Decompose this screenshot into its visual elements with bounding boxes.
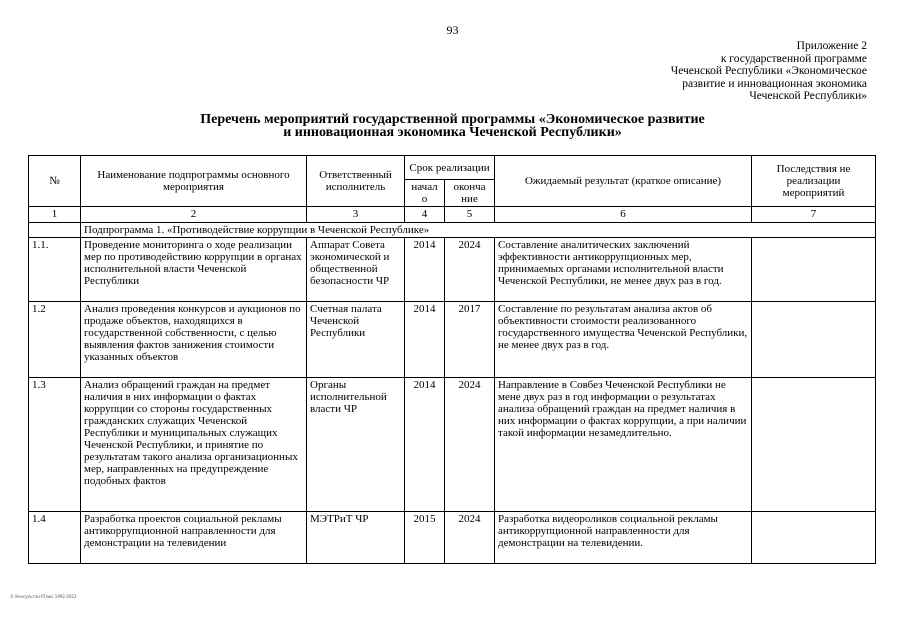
title-line-1: Перечень мероприятий государственной программы «Экономическое развитие: [200, 112, 705, 127]
row-result: Разработка видеороликов социальной рекламы антикоррупционной направленности для демонстрации на телевидении.: [495, 512, 752, 564]
header-responsible: Ответственный исполнитель: [307, 156, 405, 207]
column-number: 3: [307, 207, 405, 223]
row-end: 2024: [445, 512, 495, 564]
row-name: Проведение мониторинга о ходе реализации мер по противодействию коррупции в органах исполнительной власти Чеченской Республики: [81, 238, 307, 302]
row-responsible: МЭТРиТ ЧР: [307, 512, 405, 564]
row-start: 2014: [405, 378, 445, 512]
row-start: 2014: [405, 302, 445, 378]
row-responsible: Органы исполнительной власти ЧР: [307, 378, 405, 512]
table-row: [29, 378, 876, 512]
appendix-line: Приложение 2: [796, 40, 867, 52]
header-num: №: [29, 156, 81, 207]
appendix-caption: [671, 40, 867, 103]
appendix-line: к государственной программе: [720, 52, 867, 65]
column-number: 5: [445, 207, 495, 223]
header-name: Наименование подпрограммы основного мероприятия: [81, 156, 307, 207]
header-period: Срок реализации: [405, 156, 495, 180]
header-start: начал о: [405, 180, 445, 207]
row-end: 2017: [445, 302, 495, 378]
footer-note: © КонсультантПлюс 1992-2023: [10, 594, 77, 599]
header-consequences: Последствия не реализации мероприятий: [752, 156, 876, 207]
column-number: 2: [81, 207, 307, 223]
row-end: 2024: [445, 238, 495, 302]
row-start: 2015: [405, 512, 445, 564]
table-row: [29, 302, 876, 378]
row-consequences: [752, 238, 876, 302]
table-row: [29, 512, 876, 564]
subprogram-row: [29, 223, 876, 238]
row-name: Анализ обращений граждан на предмет наличия в них информации о фактах коррупции со стороны государственных гражданских служащих Чеченской Республики и муниципальных служащих Чеченской Республики, и принятие по результатам такого анализа организационных мер, направленных на предупреждение подобных фактов: [81, 378, 307, 512]
row-num: 1.4: [29, 512, 81, 564]
row-consequences: [752, 512, 876, 564]
header-end: оконча ние: [445, 180, 495, 207]
row-end: 2024: [445, 378, 495, 512]
subprogram-title: Подпрограмма 1. «Противодействие коррупции в Чеченской Республике»: [81, 223, 876, 238]
appendix-line: Чеченской Республики»: [749, 90, 867, 102]
row-responsible: Аппарат Совета экономической и общественной безопасности ЧР: [307, 238, 405, 302]
appendix-line: Чеченской Республики «Экономическое: [670, 65, 867, 77]
row-num: 1.1.: [29, 238, 81, 302]
row-name: Анализ проведения конкурсов и аукционов по продаже объектов, находящихся в государственной собственности, с целью выявления фактов занижения стоимости указанных объектов: [81, 302, 307, 378]
title-line-2: и инновационная экономика Чеченской Республики»: [283, 125, 622, 140]
table-row: [29, 238, 876, 302]
row-consequences: [752, 378, 876, 512]
appendix-line: развитие и инновационная экономика: [682, 77, 867, 90]
row-start: 2014: [405, 238, 445, 302]
row-name: Разработка проектов социальной рекламы антикоррупционной направленности для демонстрации на телевидении: [81, 512, 307, 564]
row-num: 1.2: [29, 302, 81, 378]
column-number: 4: [405, 207, 445, 223]
document-title: [0, 113, 905, 139]
column-number: 7: [752, 207, 876, 223]
column-number-row: [29, 207, 876, 223]
row-responsible: Счетная палата Чеченской Республики: [307, 302, 405, 378]
row-result: Направление в Совбез Чеченской Республики не мене двух раз в год информации о результатах анализа обращений граждан на предмет наличия в них информации о фактах коррупции, а при наличии такой информации незамедлительно.: [495, 378, 752, 512]
row-result: Составление аналитических заключений эффективности антикоррупционных мер, принимаемых органами исполнительной власти Чеченской Республики, не менее двух раз в год.: [495, 238, 752, 302]
row-consequences: [752, 302, 876, 378]
header-result: Ожидаемый результат (краткое описание): [495, 156, 752, 207]
subprogram-num-cell: [29, 223, 81, 238]
measures-table: [28, 155, 876, 564]
page-number: 93: [446, 23, 459, 37]
row-num: 1.3: [29, 378, 81, 512]
column-number: 6: [495, 207, 752, 223]
row-result: Составление по результатам анализа актов об объективности стоимости реализованного государственного имущества Чеченской Республики, не менее двух раз в год.: [495, 302, 752, 378]
column-number: 1: [29, 207, 81, 223]
